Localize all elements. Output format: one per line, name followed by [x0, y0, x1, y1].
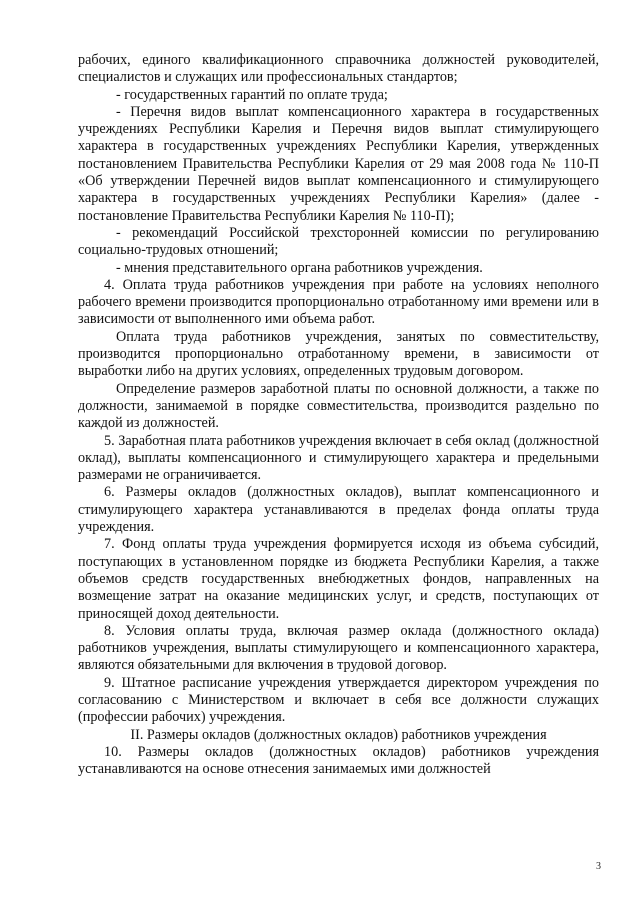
- paragraph-salary-determination: Определение размеров заработной платы по основной должности, а также по должности, занимаемой в порядке совместительства, производится раздельно по каждой из должностей.: [78, 380, 599, 432]
- list-item-representative-opinion: - мнения представительного органа работников учреждения.: [116, 259, 483, 276]
- paragraph-7: 7. Фонд оплаты труда учреждения формируется исходя из объема субсидий, поступающих в установленном порядке из бюджета Республики Карелия, а также объемов средств государственных внебюджетных фондов, направленных на возмещение затрат на оказание медицинских услуг, и средств, поступающих от приносящей доход деятельности.: [78, 536, 599, 622]
- page-number: 3: [596, 861, 601, 872]
- document-body: [78, 52, 599, 778]
- list-item-payment-lists: - Перечня видов выплат компенсационного характера в государственных учреждениях Республики Карелия и Перечня видов выплат стимулирующего характера в государственных учреждениях Республики Карелия, утвержденных постановлением Правительства Республики Карелия от 29 мая 2008 года № 110-П «Об утверждении Перечней видов выплат компенсационного и стимулирующего характера в государственных учреждениях Республики Карелия» (далее - постановление Правительства Республики Карелия № 110-П);: [78, 103, 599, 224]
- paragraph-4: 4. Оплата труда работников учреждения при работе на условиях неполного рабочего времени производится пропорционально отработанному ими времени или в зависимости от выполненного ими объема работ.: [78, 276, 599, 328]
- paragraph-6: 6. Размеры окладов (должностных окладов), выплат компенсационного и стимулирующего характера устанавливаются в пределах фонда оплаты труда учреждения.: [78, 484, 599, 536]
- paragraph-continuation: рабочих, единого квалификационного справочника должностей руководителей, специалистов и служащих или профессиональных стандартов;: [78, 52, 599, 86]
- paragraph-8: 8. Условия оплаты труда, включая размер оклада (должностного оклада) работников учреждения, выплаты стимулирующего и компенсационного характера, являются обязательными для включения в трудовой договор.: [78, 622, 599, 674]
- list-item-commission-recommendations: - рекомендаций Российской трехсторонней комиссии по регулированию социально-трудовых отношений;: [78, 224, 599, 259]
- paragraph-5: 5. Заработная плата работников учреждения включает в себя оклад (должностной оклад), выплаты компенсационного и стимулирующего характера и предельными размерами не ограничивается.: [78, 432, 599, 484]
- list-item-state-guarantees: - государственных гарантий по оплате труда;: [116, 86, 388, 103]
- paragraph-9: 9. Штатное расписание учреждения утверждается директором учреждения по согласованию с Министерством и включает в себя все должности служащих (профессии рабочих) учреждения.: [78, 674, 599, 726]
- paragraph-part-time: Оплата труда работников учреждения, занятых по совместительству, производится пропорционально отработанному времени, в зависимости от выработки либо на других условиях, определенных трудовым договором.: [78, 328, 599, 380]
- paragraph-10: 10. Размеры окладов (должностных окладов) работников учреждения устанавливаются на основе отнесения занимаемых ими должностей: [78, 743, 599, 778]
- section-heading: II. Размеры окладов (должностных окладов) работников учреждения: [130, 726, 547, 743]
